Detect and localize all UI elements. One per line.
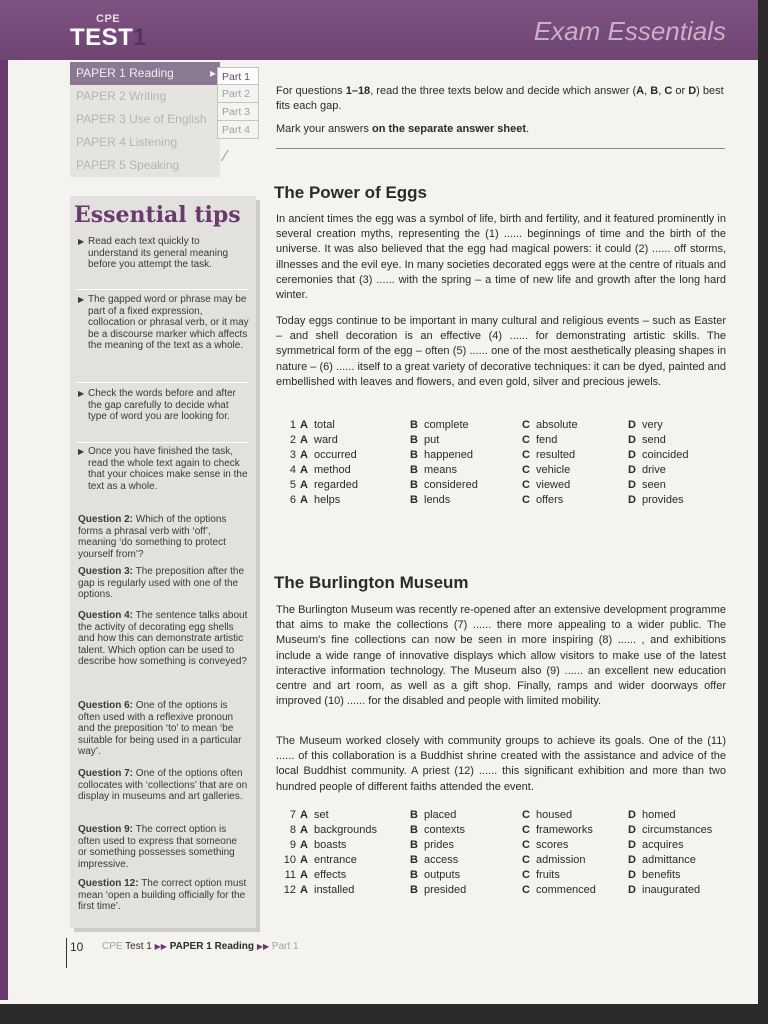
option-letter: A — [300, 869, 308, 881]
tip-item — [74, 236, 250, 271]
question-number: 2 — [289, 434, 296, 446]
options-table — [276, 808, 726, 898]
option-letter: A — [300, 884, 308, 896]
option-row — [276, 853, 726, 868]
option-row — [276, 868, 726, 883]
option-word: outputs — [424, 869, 461, 881]
option-row — [276, 883, 726, 898]
question-text: The correct option must mean ‘open a building officially for the first time’. — [78, 878, 247, 913]
option-letter: D — [628, 419, 636, 431]
section-title: The Power of Eggs — [274, 183, 428, 202]
option-d — [628, 478, 726, 493]
option-d — [628, 448, 726, 463]
option-b — [410, 433, 522, 448]
question-label: Question 2: — [78, 514, 134, 525]
option-letter: C — [522, 824, 530, 836]
option-word: viewed — [536, 479, 571, 491]
option-c — [522, 883, 628, 898]
question-text: The sentence talks about the activity of decorating egg shells and how this can demonstrate artistic talent. Which option can be used to describe how something is conveyed? — [78, 610, 248, 668]
option-word: circumstances — [642, 824, 713, 836]
option-a — [300, 808, 410, 823]
double-arrow-icon: ▶▶ — [256, 942, 270, 951]
option-letter: D — [628, 854, 636, 866]
question-label: Question 4: — [78, 610, 134, 621]
question-number: 9 — [289, 839, 296, 851]
option-word: fruits — [536, 869, 560, 881]
option-letter: B — [410, 854, 418, 866]
question-number: 6 — [289, 494, 296, 506]
divider — [76, 442, 248, 443]
option-word: total — [314, 419, 335, 431]
instruction-line-2 — [276, 122, 726, 137]
option-letter: A — [300, 419, 308, 431]
footer-test: Test 1 — [125, 941, 152, 952]
double-arrow-icon: ▶▶ — [154, 942, 167, 951]
option-letter: C — [522, 434, 530, 446]
part-item-4[interactable]: Part 4 — [217, 121, 259, 139]
arrow-right-icon: ▸ — [209, 66, 216, 80]
option-letter: B — [410, 494, 418, 506]
option-word: presided — [424, 884, 467, 896]
text: For questions — [276, 85, 346, 97]
question-number: 10 — [283, 854, 296, 866]
option-word: access — [424, 854, 459, 866]
option-row — [276, 478, 726, 493]
paper-item-speaking[interactable] — [70, 154, 220, 177]
option-c — [522, 853, 628, 868]
option-letter: C — [522, 869, 530, 881]
question-tip — [78, 824, 248, 870]
paper-item-use-of-english[interactable] — [70, 108, 220, 131]
question-label: Question 6: — [78, 700, 134, 711]
question-number: 11 — [284, 869, 296, 881]
option-word: ward — [314, 434, 338, 446]
option-c — [522, 433, 628, 448]
option-word: installed — [314, 884, 355, 896]
tip-text: The gapped word or phrase may be part of a fixed expression, collocation or phrasal verb, or it may be a discourse marker which affects the meaning of the text as a whole. — [88, 294, 249, 352]
option-word: fend — [536, 434, 558, 446]
option-letter: D — [628, 479, 636, 491]
footer-cpe: CPE — [102, 941, 123, 952]
question-number: 8 — [289, 824, 296, 836]
option-b — [410, 478, 522, 493]
question-text: One of the options often collocates with ‘collections’ that are on display in museums and art galleries. — [78, 768, 248, 803]
paper-item-writing[interactable] — [70, 85, 220, 108]
option-d — [628, 463, 726, 478]
option-a — [300, 493, 410, 508]
tip-item — [74, 388, 250, 423]
option-letter: B — [410, 839, 418, 851]
paragraph: The Burlington Museum was recently re-opened after an extensive development programme that aims to make the collections (7) ...... there more appealing to a wider public. The Museum's fine collections can now be seen in more inspiring (8) ...... , and exhibitions include a wide range of innovative displays which allow visitors to make use of the latest interactive information technology. The Museum also (9) ...... an excellent new education centre and art room, as well as a gift shop. Finally, ramps and wider doorways offer improved (10) ...... for the disabled and people with limited mobility. — [276, 604, 726, 708]
option-word: frameworks — [536, 824, 593, 836]
options-table — [276, 418, 726, 508]
option-d — [628, 838, 726, 853]
option-word: absolute — [536, 419, 578, 431]
text-bold: on the separate answer sheet — [371, 123, 527, 135]
option-letter: C — [522, 494, 530, 506]
footer-breadcrumb — [102, 941, 299, 952]
divider — [276, 148, 725, 149]
option-word: coincided — [642, 449, 689, 461]
option-c — [522, 838, 628, 853]
option-word: helps — [314, 494, 341, 506]
bullet-triangle-icon: ▶ — [78, 237, 85, 246]
option-c — [522, 463, 628, 478]
option-letter: D — [628, 824, 636, 836]
option-c — [522, 448, 628, 463]
question-tip — [78, 768, 248, 803]
question-number: 1 — [289, 419, 296, 431]
option-b — [410, 868, 522, 883]
page-number: 10 — [70, 940, 84, 954]
option-row — [276, 808, 726, 823]
option-letter: A — [300, 824, 308, 836]
option-letter: B — [410, 809, 418, 821]
option-word: homed — [642, 809, 676, 821]
question-number: 12 — [283, 884, 296, 896]
cpe-label: CPE — [96, 13, 121, 25]
option-letter: C — [522, 839, 530, 851]
option-word: provides — [642, 494, 684, 506]
option-letter: A — [300, 839, 308, 851]
option-word: very — [642, 419, 663, 431]
question-number: 7 — [289, 809, 296, 821]
option-b — [410, 853, 522, 868]
option-word: regarded — [314, 479, 359, 491]
bullet-triangle-icon: ▶ — [78, 295, 85, 304]
letter-a: A — [636, 85, 645, 97]
option-letter: D — [628, 494, 636, 506]
option-word: placed — [424, 809, 457, 821]
option-word: vehicle — [536, 464, 571, 476]
paper-menu — [70, 62, 220, 177]
option-letter: C — [522, 884, 530, 896]
option-letter: B — [410, 869, 418, 881]
footer-rule — [66, 938, 67, 968]
option-letter: B — [410, 824, 418, 836]
footer-paper: PAPER 1 — [169, 941, 212, 952]
tip-text: Once you have finished the task, read the whole text again to check that your choices make sense in the text as a whole. — [88, 446, 248, 492]
option-d — [628, 808, 726, 823]
option-letter: C — [522, 449, 530, 461]
option-letter: C — [522, 854, 530, 866]
option-word: offers — [536, 494, 564, 506]
option-c — [522, 493, 628, 508]
option-b — [410, 493, 522, 508]
option-letter: C — [522, 809, 530, 821]
divider — [76, 382, 248, 383]
test-label: TEST — [70, 24, 134, 51]
tip-text: Check the words before and after the gap carefully to decide what type of word you are looking for. — [88, 388, 236, 423]
paper-item-listening[interactable] — [70, 131, 220, 154]
pencil-tick-icon: ⁄ — [224, 148, 227, 165]
footer-reading: Reading — [214, 941, 255, 952]
option-word: seen — [642, 479, 666, 491]
question-label: Question 3: — [78, 566, 134, 577]
part-item-3[interactable]: Part 3 — [217, 103, 259, 121]
instruction-line-1: For questions 1–18, read the three texts below and decide which answer (A, B, C or D) best fits each gap. — [276, 85, 724, 112]
option-word: considered — [424, 479, 478, 491]
option-b — [410, 808, 522, 823]
option-a — [300, 478, 410, 493]
option-b — [410, 463, 522, 478]
option-word: drive — [642, 464, 666, 476]
option-word: backgrounds — [314, 824, 377, 836]
part-item-2[interactable]: Part 2 — [217, 85, 259, 103]
option-letter: D — [628, 884, 636, 896]
paragraph: Today eggs continue to be important in many cultural and religious events – such as Easter – and shell decoration is an effective (4) ...... for demonstrating artistic skills. The symmetrical form of the egg – often (5) ...... one of the most aesthetically pleasing shapes in nature – (6) ...... itself to a great variety of decorative techniques: it can be dyed, painted and embellished with leaves and flowers, and even gold, silver and precious jewels. — [276, 315, 726, 388]
option-letter: B — [410, 479, 418, 491]
letter-d: D — [688, 85, 697, 97]
paper-item-reading[interactable] — [70, 62, 220, 85]
option-c — [522, 868, 628, 883]
question-text: The correct option is often used to express that someone or something possesses something impressive. — [78, 824, 237, 870]
tip-item — [74, 294, 250, 352]
option-b — [410, 823, 522, 838]
option-letter: A — [300, 809, 308, 821]
divider — [76, 289, 248, 290]
series-title: Exam Essentials — [533, 16, 726, 46]
option-d — [628, 868, 726, 883]
option-d — [628, 433, 726, 448]
option-letter: A — [300, 854, 308, 866]
part-item-1[interactable]: Part 1 — [217, 67, 259, 85]
option-word: housed — [536, 809, 573, 821]
option-row — [276, 433, 726, 448]
option-letter: B — [410, 419, 418, 431]
option-d — [628, 883, 726, 898]
option-a — [300, 838, 410, 853]
option-word: benefits — [642, 869, 681, 881]
question-number: 4 — [289, 464, 296, 476]
bullet-triangle-icon: ▶ — [78, 447, 85, 456]
tip-text: Read each text quickly to understand its general meaning before you attempt the task. — [88, 236, 229, 271]
question-tip — [78, 878, 248, 913]
option-a — [300, 853, 410, 868]
option-d — [628, 853, 726, 868]
paragraph: In ancient times the egg was a symbol of life, birth and fertility, and it featured prominently in several creation myths, representing the (1) ...... beginnings of time and the birth of the universe. It was also believed that the egg had magical powers: it could (2) ...... off storms, illnesses and the evil eye. In many societies decorated eggs were at the centre of rituals and ceremonies that (3) ...... with the spring – a time of new life and growth after the long hard winter. — [276, 213, 726, 302]
option-word: lends — [424, 494, 451, 506]
question-tip — [78, 610, 248, 668]
option-row — [276, 838, 726, 853]
option-word: send — [642, 434, 666, 446]
question-tip — [78, 514, 248, 560]
option-letter: D — [628, 869, 636, 881]
header-band — [0, 0, 758, 60]
question-label: Question 7: — [78, 768, 134, 779]
option-word: method — [314, 464, 351, 476]
option-word: acquires — [642, 839, 684, 851]
option-b — [410, 418, 522, 433]
option-a — [300, 823, 410, 838]
option-a — [300, 868, 410, 883]
option-d — [628, 493, 726, 508]
tip-item — [74, 446, 250, 492]
option-word: contexts — [424, 824, 465, 836]
option-word: occurred — [314, 449, 357, 461]
option-word: admittance — [642, 854, 696, 866]
letter-c: C — [664, 85, 673, 97]
text: Mark your answers — [276, 123, 372, 135]
option-letter: A — [300, 479, 308, 491]
option-word: commenced — [536, 884, 596, 896]
option-letter: D — [628, 434, 636, 446]
footer-part: Part 1 — [271, 941, 299, 952]
option-word: scores — [536, 839, 569, 851]
option-letter: C — [522, 464, 530, 476]
option-d — [628, 418, 726, 433]
question-text: One of the options is often used with a reflexive pronoun and the preposition ‘to’ to mean ‘be suitable for being used in a particular way’. — [78, 700, 242, 758]
option-word: happened — [424, 449, 473, 461]
option-letter: B — [410, 464, 418, 476]
essential-tips-panel — [70, 196, 256, 928]
option-word: effects — [314, 869, 347, 881]
option-letter: B — [410, 884, 418, 896]
option-letter: A — [300, 494, 308, 506]
question-label: Question 9: — [78, 824, 134, 835]
option-row — [276, 493, 726, 508]
question-label: Question 12: — [78, 878, 139, 889]
question-tip — [78, 566, 248, 601]
text: ) best fits each gap. — [276, 85, 724, 112]
option-letter: D — [628, 809, 636, 821]
option-a — [300, 463, 410, 478]
option-word: boasts — [314, 839, 347, 851]
question-tip — [78, 700, 248, 758]
option-letter: A — [300, 464, 308, 476]
paper-item-label: PAPER 2 Writing — [76, 89, 167, 103]
option-word: entrance — [314, 854, 357, 866]
test-number: 1 — [133, 24, 147, 51]
question-text: Which of the options forms a phrasal verb with ‘off’, meaning ‘do something to protect yourself from’? — [78, 514, 227, 560]
option-a — [300, 433, 410, 448]
option-row — [276, 823, 726, 838]
bullet-triangle-icon: ▶ — [78, 389, 85, 398]
option-letter: D — [628, 464, 636, 476]
option-letter: D — [628, 449, 636, 461]
option-row — [276, 418, 726, 433]
option-word: complete — [424, 419, 469, 431]
option-letter: B — [410, 449, 418, 461]
option-b — [410, 448, 522, 463]
letter-b: B — [650, 85, 659, 97]
option-letter: B — [410, 434, 418, 446]
option-word: resulted — [536, 449, 576, 461]
option-c — [522, 808, 628, 823]
option-a — [300, 448, 410, 463]
tips-title: Essential tips — [74, 202, 241, 228]
question-number: 3 — [289, 449, 296, 461]
text: , read the three texts below and decide which answer ( — [370, 85, 637, 97]
part-menu — [217, 67, 259, 139]
option-letter: D — [628, 839, 636, 851]
text-bold: 1–18 — [345, 85, 371, 97]
option-word: admission — [536, 854, 586, 866]
question-text: The preposition after the gap is regularly used with one of the options. — [78, 566, 245, 601]
paper-item-label: PAPER 3 Use of English — [76, 112, 207, 126]
option-d — [628, 823, 726, 838]
paper-item-label: PAPER 4 Listening — [76, 135, 178, 149]
text: . — [526, 123, 530, 135]
option-b — [410, 883, 522, 898]
instructions — [276, 84, 726, 137]
option-letter: C — [522, 479, 530, 491]
section-title: The Burlington Museum — [274, 573, 469, 592]
option-a — [300, 418, 410, 433]
paper-item-label: PAPER 5 Speaking — [76, 158, 180, 172]
left-color-band — [0, 60, 8, 1000]
option-word: prides — [424, 839, 454, 851]
option-word: inaugurated — [642, 884, 701, 896]
paragraph: The Museum worked closely with community groups to achieve its goals. One of the (11) ...... of this collaboration is a Buddhist shrine created with the assistance and advice of the local Buddhist community. A priest (12) ...... this significant exhibition and more than two hundred people of different faiths attended the event. — [276, 735, 726, 793]
option-letter: C — [522, 419, 530, 431]
option-b — [410, 838, 522, 853]
option-letter: A — [300, 434, 308, 446]
option-row — [276, 463, 726, 478]
option-word: set — [314, 809, 329, 821]
option-c — [522, 418, 628, 433]
option-c — [522, 823, 628, 838]
paper-item-label: PAPER 1 Reading — [76, 66, 174, 80]
option-letter: A — [300, 449, 308, 461]
question-number: 5 — [289, 479, 296, 491]
option-a — [300, 883, 410, 898]
option-c — [522, 478, 628, 493]
option-word: means — [424, 464, 458, 476]
option-word: put — [424, 434, 440, 446]
option-row — [276, 448, 726, 463]
